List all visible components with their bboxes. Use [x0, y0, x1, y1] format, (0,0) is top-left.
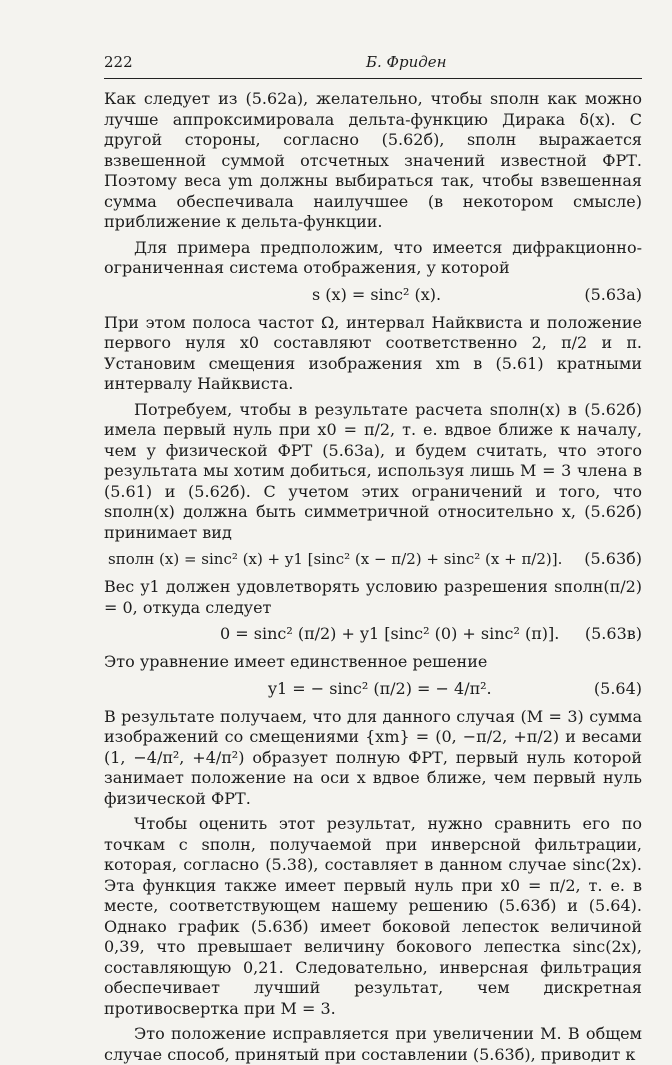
equation-number: (5.63в): [584, 624, 642, 643]
paragraph: Для примера предположим, что имеется дифракционно-ограниченная система отображения, у которой: [104, 237, 642, 277]
equation-5-63v: [104, 624, 642, 646]
running-head-author: Б. Фриден: [366, 53, 447, 71]
equation-number: (5.64): [593, 678, 642, 698]
equation-expression: s (x) = sinc² (x).: [312, 284, 442, 304]
paragraph: Чтобы оценить этот результат, нужно сравнить его по точкам с sполн, получаемой при инверсной фильтрации, которая, согласно (5.38), составляет в данном случае sinc(2x). Эта функция также имеет первый нуль при x0 = π/2, т. е. в месте, соответствующем нашему решению (5.63б) и (5.64). Однако график (5.63б) имеет боковой лепесток величиной 0,39, что превышает величину бокового лепестка sinc(2x), составляющую 0,21. Следовательно, инверсная фильтрация обеспечивает лучший результат, чем дискретная противосвертка при M = 3.: [104, 814, 642, 1018]
body-text: [104, 89, 642, 1065]
equation-expression: sполн (x) = sinc² (x) + y1 [sinc² (x − π/2) + sinc² (x + π/2)].: [108, 550, 563, 568]
header-rule: [104, 78, 642, 79]
equation-number: (5.63б): [584, 549, 642, 568]
equation-expression: y1 = − sinc² (π/2) = − 4/π².: [268, 678, 492, 698]
paragraph: Как следует из (5.62а), желательно, чтобы sполн как можно лучше аппроксимировала дельта-функцию Дирака δ(x). С другой стороны, согласно (5.62б), sполн выражается взвешенной суммой отсчетных значений известной ФРТ. Поэтому веса ym должны выбираться так, чтобы взвешенная сумма обеспечивала наилучшее (в некотором смысле) приближение к дельта-функции.: [104, 89, 642, 231]
equation-5-64: [104, 679, 642, 701]
equation-expression: 0 = sinc² (π/2) + y1 [sinc² (0) + sinc² (π)].: [220, 624, 560, 643]
equation-5-63a: [104, 285, 642, 307]
paragraph: При этом полоса частот Ω, интервал Найквиста и положение первого нуля x0 составляют соответственно 2, π/2 и π. Установим смещения изображения xm в (5.61) кратными интервалу Найквиста.: [104, 312, 642, 393]
running-header: [104, 53, 642, 77]
paragraph: В результате получаем, что для данного случая (M = 3) сумма изображений со смещениями {xm} = (0, −π/2, +π/2) и весами (1, −4/π², +4/π²) образует полную ФРТ, первый нуль которой занимает положение на оси x вдвое ближе, чем первый нуль физической ФРТ.: [104, 706, 642, 808]
page-number: 222: [104, 53, 133, 71]
paragraph: Это уравнение имеет единственное решение: [104, 652, 488, 671]
equation-5-63b: [104, 549, 642, 571]
equation-number: (5.63а): [584, 284, 642, 304]
paragraph: Это положение исправляется при увеличении M. В общем случае способ, принятый при составлении (5.63б), приводит к: [104, 1024, 642, 1064]
paragraph: Вес y1 должен удовлетворять условию разрешения sполн(π/2) = 0, откуда следует: [104, 577, 642, 617]
paragraph: Потребуем, чтобы в результате расчета sполн(x) в (5.62б) имела первый нуль при x0 = π/2, т. е. вдвое ближе к началу, чем у физической ФРТ (5.63а), и будем считать, что этого результата мы хотим добиться, используя лишь M = 3 члена в (5.61) и (5.62б). С учетом этих ограничений и того, что sполн(x) должна быть симметричной относительно x, (5.62б) принимает вид: [104, 399, 642, 542]
